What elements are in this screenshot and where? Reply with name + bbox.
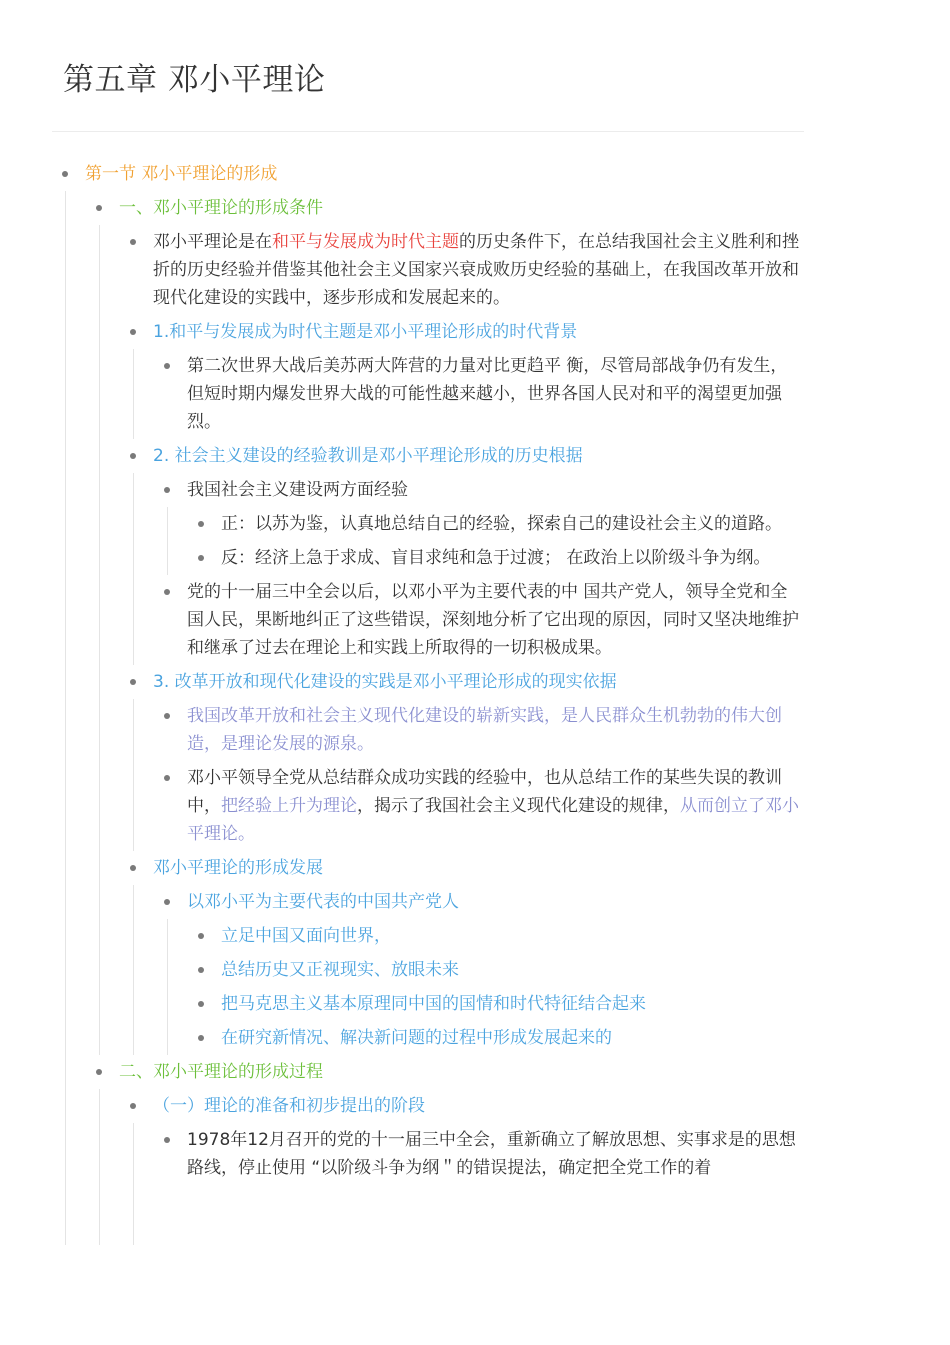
outline-node-cpc <box>164 885 804 1055</box>
outline-node-stage1 <box>130 1089 804 1245</box>
bullet-icon[interactable] <box>62 171 68 177</box>
item-text: 党的十一届三中全会以后，以邓小平为主要代表的中 国共产党人，领导全党和全国人民，果断地纠正了这些错误，深刻地分析了它出现的原因，同时又坚决地维护和继承了过去在理论上和实践上所取得的一切积极成果。 <box>187 582 799 658</box>
item-text: 反：经济上急于求成、盲目求纯和急于过渡； 在政治上以阶级斗争为纲。 <box>221 548 771 568</box>
bullet-icon[interactable] <box>198 521 204 527</box>
children-list <box>99 225 804 1055</box>
bullet-icon[interactable] <box>164 1137 170 1143</box>
item-text: 我国社会主义建设两方面经验 <box>187 480 408 500</box>
bullet-icon[interactable] <box>130 239 136 245</box>
outline-row[interactable] <box>130 225 804 315</box>
children-list <box>133 349 804 439</box>
outline-node-item3 <box>130 665 804 851</box>
outline-node-experience <box>164 473 804 575</box>
bullet-icon[interactable] <box>198 555 204 561</box>
outline-row[interactable] <box>164 761 804 851</box>
outline-row[interactable] <box>96 1055 804 1089</box>
bullet-icon[interactable] <box>130 865 136 871</box>
outline-node-point <box>198 953 804 987</box>
outline-node-item2 <box>130 439 804 665</box>
item-text: 邓小平领导全党从总结群众成功实践的经验中，也从总结工作的某些失误的教训中， <box>187 768 782 816</box>
outline-node-negative <box>198 541 804 575</box>
outline-node-item4 <box>130 851 804 1055</box>
item-text: 正：以苏为鉴，认真地总结自己的经验，探索自己的建设社会主义的道路。 <box>221 514 782 534</box>
outline-node-practice <box>164 699 804 761</box>
item-text: 把马克思主义基本原理同中国的国情和时代特征结合起来 <box>221 994 646 1014</box>
outline-row[interactable] <box>164 473 804 507</box>
item-title: 邓小平理论的形成发展 <box>153 858 323 878</box>
part-title: 一、邓小平理论的形成条件 <box>119 198 323 218</box>
outline-row[interactable] <box>198 541 804 575</box>
bullet-icon[interactable] <box>164 487 170 493</box>
outline-row[interactable] <box>164 699 804 761</box>
outline-node-stage1-text <box>164 1123 804 1185</box>
outline-node-item1 <box>130 315 804 439</box>
outline-node-section1 <box>62 157 804 1245</box>
item-text: 1978年12月召开的党的十一届三中全会，重新确立了解放思想、实事求是的思想路线，停止使用 “以阶级斗争为纲＂的错误提法，确定把全党工作的着 <box>187 1130 796 1178</box>
outline-row[interactable] <box>130 1089 804 1123</box>
children-list <box>133 885 804 1055</box>
bullet-icon[interactable] <box>164 713 170 719</box>
outline-row[interactable] <box>130 665 804 699</box>
bullet-icon[interactable] <box>198 1001 204 1007</box>
outline-row[interactable] <box>198 507 804 541</box>
children-list <box>167 919 804 1055</box>
children-list <box>133 699 804 851</box>
outline-row[interactable] <box>164 885 804 919</box>
intro-text-start: 邓小平理论是在 <box>153 232 272 252</box>
item-text: 总结历史又正视现实、放眼未来 <box>221 960 459 980</box>
outline-row[interactable] <box>198 919 804 953</box>
children-list <box>65 191 804 1245</box>
outline-row[interactable] <box>130 439 804 473</box>
item-highlight: 把经验上升为理论 <box>221 796 357 816</box>
item-title: 1.和平与发展成为时代主题是邓小平理论形成的时代背景 <box>153 322 578 342</box>
intro-text-end: 的历史条件下，在总结我国社会主义胜利和挫折的历史经验并借鉴其他社会主义国家兴衰成败历史经验的基础上，在我国改革开放和现代化建设的实践中，逐步形成和发展起来的。 <box>153 232 799 308</box>
item-title: （一）理论的准备和初步提出的阶段 <box>153 1096 425 1116</box>
outline-row[interactable] <box>164 1123 804 1185</box>
outline-node-point <box>198 919 804 953</box>
bullet-icon[interactable] <box>164 899 170 905</box>
outline-row[interactable] <box>198 953 804 987</box>
outline-row[interactable] <box>62 157 804 191</box>
bullet-icon[interactable] <box>130 453 136 459</box>
outline-node-positive <box>198 507 804 541</box>
bullet-icon[interactable] <box>164 775 170 781</box>
item-text: 在研究新情况、解决新问题的过程中形成发展起来的 <box>221 1028 612 1048</box>
outline-row[interactable] <box>164 349 804 439</box>
outline-row[interactable] <box>96 191 804 225</box>
bullet-icon[interactable] <box>96 205 102 211</box>
part-title: 二、邓小平理论的形成过程 <box>119 1062 323 1082</box>
children-list <box>133 1123 804 1245</box>
item-text: 以邓小平为主要代表的中国共产党人 <box>187 892 459 912</box>
bullet-icon[interactable] <box>164 363 170 369</box>
item-text: 我国改革开放和社会主义现代化建设的崭新实践，是人民群众生机勃勃的伟大创造，是理论发展的源泉。 <box>187 706 782 754</box>
outline-node-leader <box>164 761 804 851</box>
outline-node-point <box>198 987 804 1021</box>
item-title: 2. 社会主义建设的经验教训是邓小平理论形成的历史根据 <box>153 446 583 466</box>
section-title: 第一节 邓小平理论的形成 <box>85 164 278 184</box>
outline-node-part2 <box>96 1055 804 1245</box>
bullet-icon[interactable] <box>198 1035 204 1041</box>
outline-row[interactable] <box>198 1021 804 1055</box>
bullet-icon[interactable] <box>130 1103 136 1109</box>
page-title: 第五章 邓小平理论 <box>63 62 326 98</box>
outline-node-item1-text <box>164 349 804 439</box>
bullet-icon[interactable] <box>130 679 136 685</box>
bullet-icon[interactable] <box>198 933 204 939</box>
outline-node-intro <box>130 225 804 315</box>
intro-highlight: 和平与发展成为时代主题 <box>272 232 459 252</box>
outline-node-point <box>198 1021 804 1055</box>
children-list <box>133 473 804 665</box>
item-highlight: 从而创立了邓小平理论。 <box>187 796 799 844</box>
item-title: 3. 改革开放和现代化建设的实践是邓小平理论形成的现实依据 <box>153 672 617 692</box>
outline-row[interactable] <box>198 987 804 1021</box>
outline-node-part1 <box>96 191 804 1055</box>
outline-row[interactable] <box>130 315 804 349</box>
bullet-icon[interactable] <box>96 1069 102 1075</box>
outline-node-plenum <box>164 575 804 665</box>
item-text: 第二次世界大战后美苏两大阵营的力量对比更趋平 衡，尽管局部战争仍有发生，但短时期内爆发世界大战的可能性越来越小，世界各国人民对和平的渴望更加强烈。 <box>187 356 788 432</box>
title-divider <box>52 131 804 132</box>
mindmap-outline <box>62 157 804 1245</box>
item-text: 立足中国又面向世界， <box>221 926 391 946</box>
children-list <box>99 1089 804 1245</box>
bullet-icon[interactable] <box>164 589 170 595</box>
outline-row[interactable] <box>130 851 804 885</box>
item-text: ，揭示了我国社会主义现代化建设的规律， <box>357 796 680 816</box>
bullet-icon[interactable] <box>130 329 136 335</box>
outline-row[interactable] <box>164 575 804 665</box>
bullet-icon[interactable] <box>198 967 204 973</box>
children-list <box>167 507 804 575</box>
